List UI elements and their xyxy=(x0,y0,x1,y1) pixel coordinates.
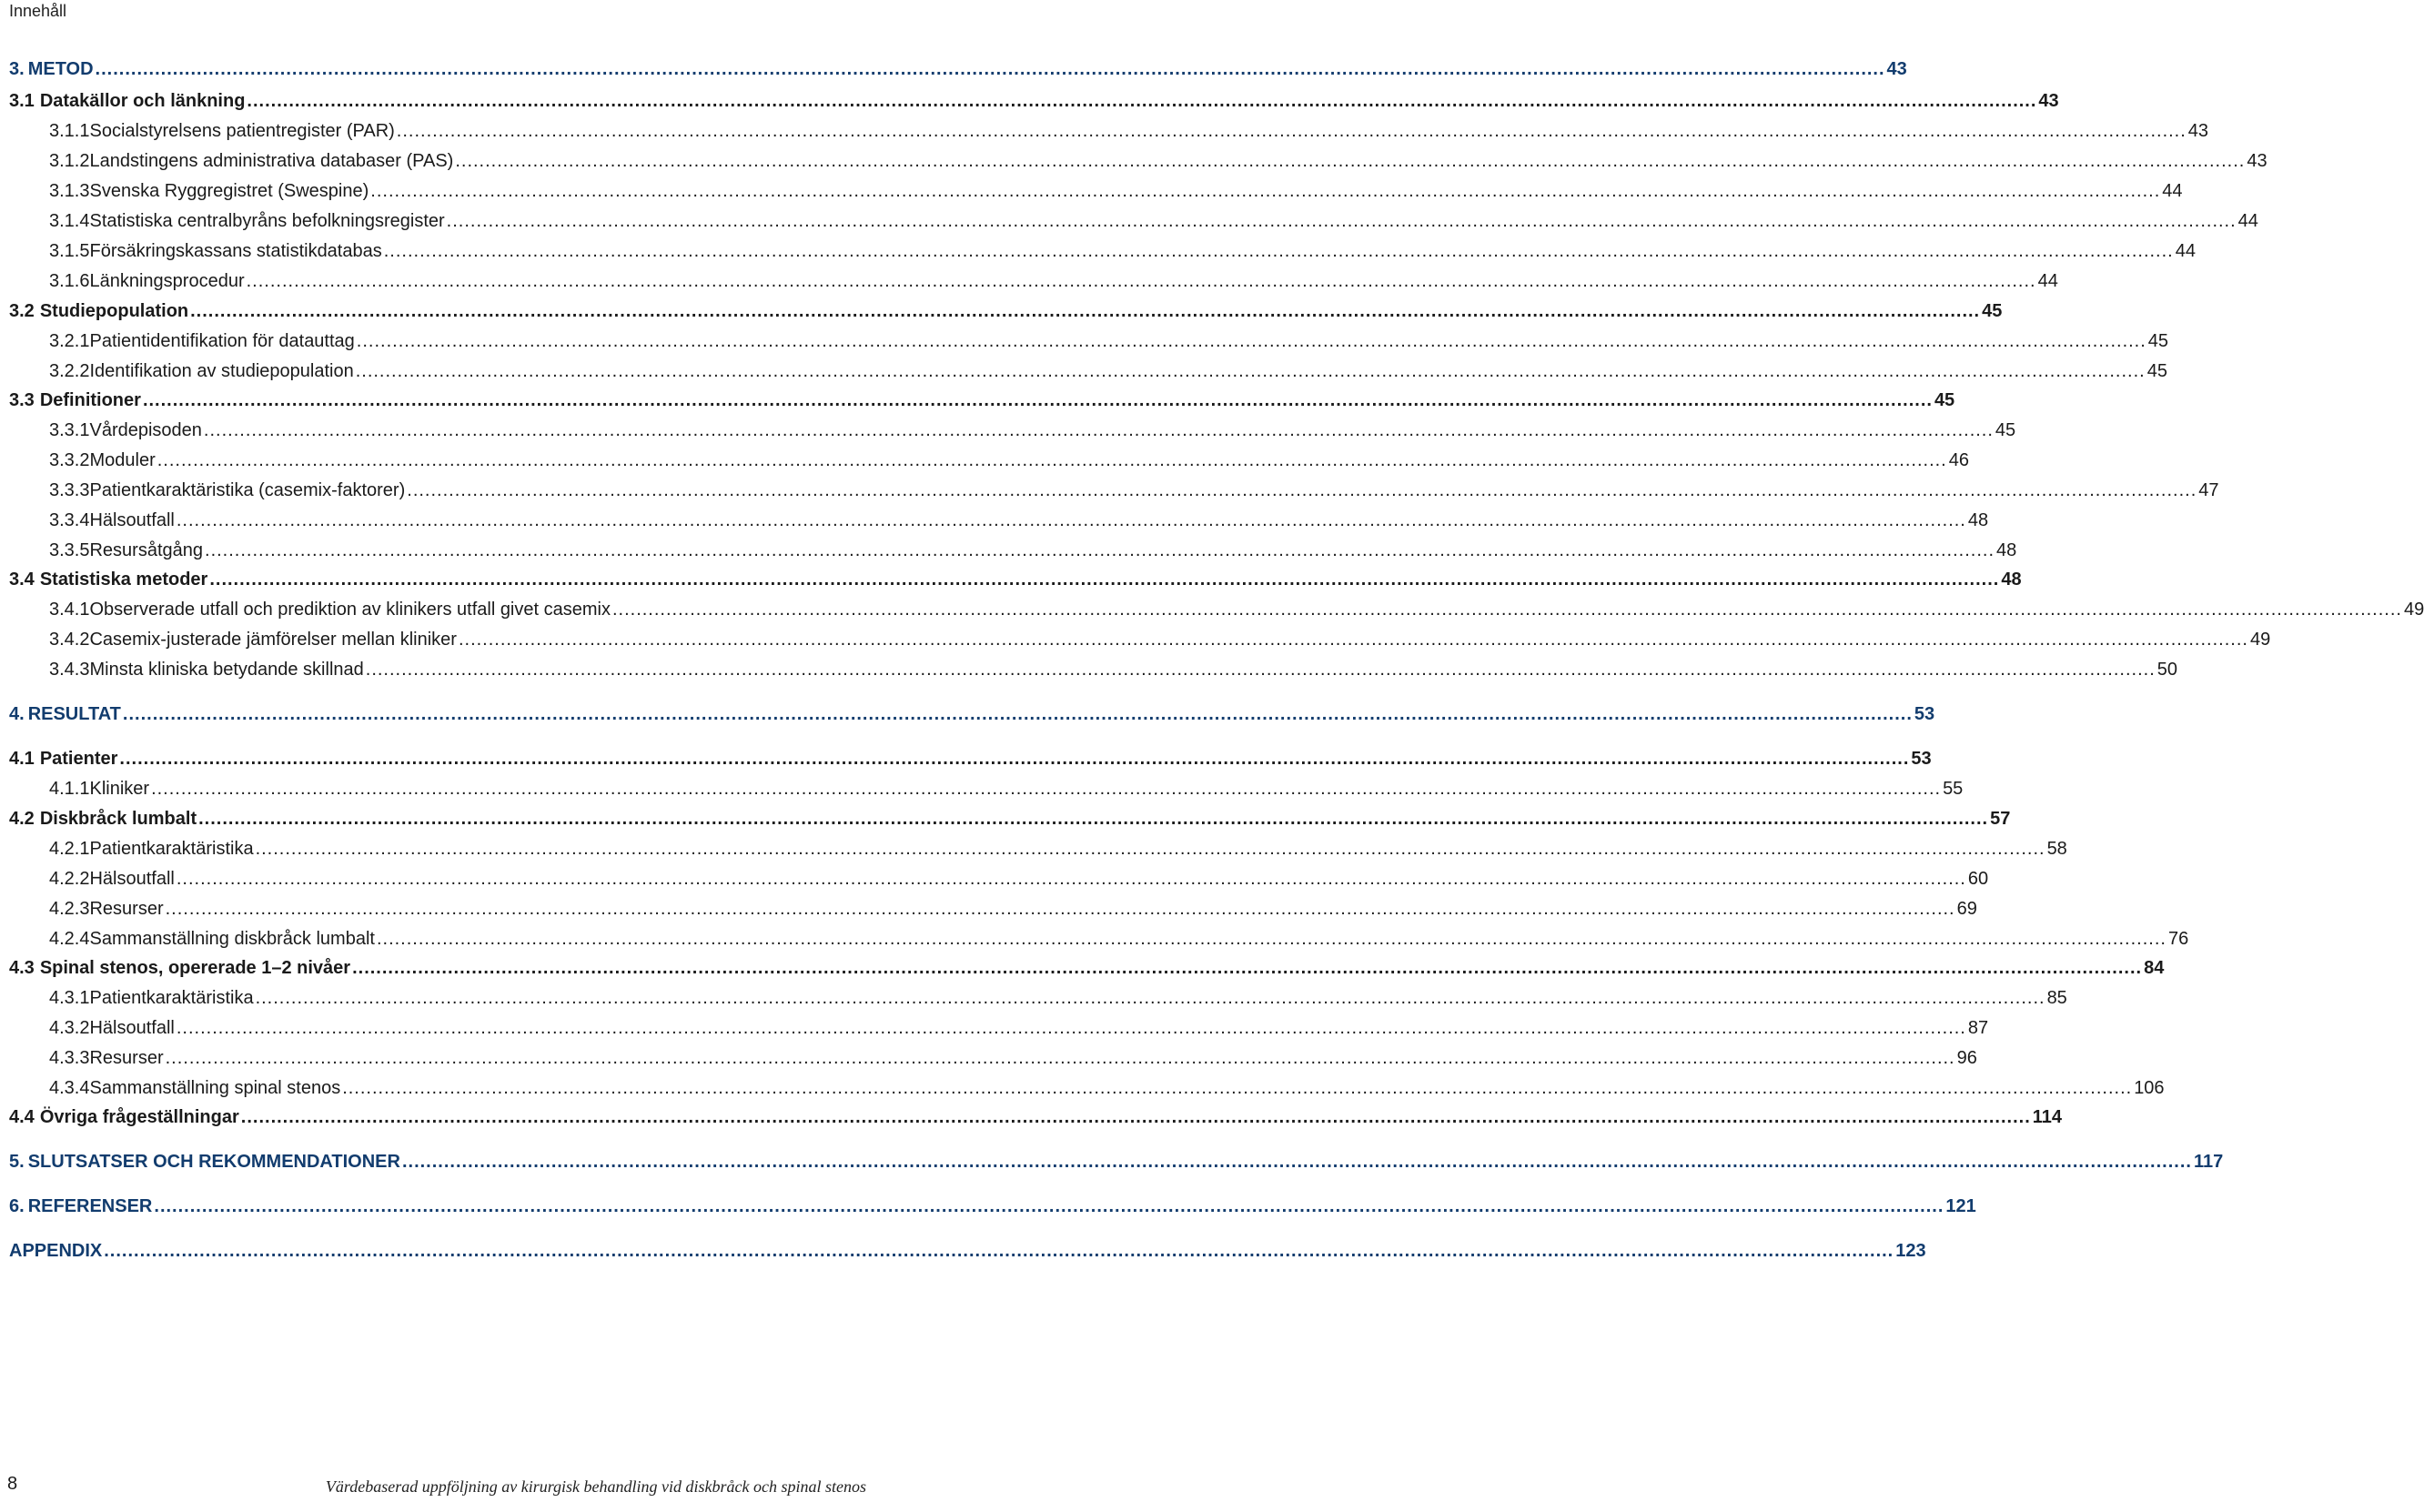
toc-entry-title: METOD xyxy=(27,59,94,79)
dot-leader: ............................................................................................................................................................................................................................................................................................................ xyxy=(355,361,2146,381)
toc-entry-number: 6. xyxy=(9,1196,25,1216)
toc-entry[interactable] xyxy=(9,1104,2063,1131)
dot-leader: ............................................................................................................................................................................................................................................................................................................ xyxy=(203,420,1994,440)
dot-leader: ............................................................................................................................................................................................................................................................................................................ xyxy=(190,301,1981,321)
toc-entry-number: 3.4.3 xyxy=(49,660,90,680)
toc-entry-number: 3.1.1 xyxy=(49,121,90,141)
toc-entry-title: Identifikation av studiepopulation xyxy=(89,361,354,381)
toc-entry-page: 69 xyxy=(1956,899,1977,919)
toc-entry-number: 3.2 xyxy=(9,301,35,321)
toc-entry-number: 4.3 xyxy=(9,958,35,978)
toc-entry-number: 4.3.4 xyxy=(49,1078,90,1098)
toc-entry-number: 5. xyxy=(9,1152,25,1172)
toc-entry-page: 49 xyxy=(2403,600,2424,620)
toc-entry-page: 44 xyxy=(2237,211,2258,231)
toc-entry-title: Försäkringskassans statistikdatabas xyxy=(89,241,382,261)
toc-entry[interactable] xyxy=(9,537,2017,564)
toc-entry[interactable] xyxy=(9,297,2003,325)
toc-entry-page: 43 xyxy=(2187,121,2209,141)
toc-entry-number: 3.3.3 xyxy=(49,480,90,500)
dot-leader: ............................................................................................................................................................................................................................................................................................................ xyxy=(352,958,2143,978)
toc-entry-title: Vårdepisoden xyxy=(89,420,202,440)
toc-entry[interactable] xyxy=(9,358,2167,385)
toc-entry-number: 3.3.5 xyxy=(49,540,90,560)
toc-entry-title: Casemix-justerade jämförelser mellan kliniker xyxy=(89,630,457,650)
toc-entry[interactable] xyxy=(9,596,2424,623)
toc-entry-number: 3.2.1 xyxy=(49,331,90,351)
toc-entry-page: 45 xyxy=(1982,301,2003,321)
toc-entry-title: Statistiska centralbyråns befolkningsregister xyxy=(89,211,445,231)
toc-entry-page: 96 xyxy=(1956,1048,1977,1068)
toc-entry-title: Länkningsprocedur xyxy=(89,271,245,291)
toc-entry-page: 43 xyxy=(2247,151,2267,171)
running-head: Innehåll xyxy=(9,2,67,20)
toc-entry-number: 4.2.4 xyxy=(49,929,90,949)
toc-entry-title: SLUTSATSER OCH REKOMMENDATIONER xyxy=(27,1152,400,1172)
toc-entry[interactable] xyxy=(9,207,2258,235)
toc-entry-title: Definitioner xyxy=(39,390,141,410)
toc-entry[interactable] xyxy=(9,1237,1926,1265)
toc-entry[interactable] xyxy=(9,626,2271,653)
toc-entry-page: 121 xyxy=(1945,1196,1976,1216)
dot-leader: ............................................................................................................................................................................................................................................................................................................ xyxy=(356,331,2146,351)
toc-entry-page: 106 xyxy=(2134,1078,2165,1098)
toc-entry-page: 48 xyxy=(2001,570,2022,590)
toc-entry-page: 45 xyxy=(2146,361,2167,381)
dot-leader: ............................................................................................................................................................................................................................................................................................................ xyxy=(104,1241,1894,1261)
dot-leader: ............................................................................................................................................................................................................................................................................................................ xyxy=(151,779,1942,799)
toc-entry-title: Kliniker xyxy=(89,779,150,799)
toc-entry-page: 53 xyxy=(1914,704,1935,724)
toc-entry[interactable] xyxy=(9,55,1907,83)
toc-entry-title: Statistiska metoder xyxy=(39,570,208,590)
dot-leader: ............................................................................................................................................................................................................................................................................................................ xyxy=(176,510,1966,530)
toc-entry-title: Svenska Ryggregistret (Swespine) xyxy=(89,181,369,201)
toc-entry-number: 3.3.2 xyxy=(49,450,90,470)
toc-entry-page: 84 xyxy=(2144,958,2165,978)
toc-entry-title: Spinal stenos, opererade 1–2 nivåer xyxy=(39,958,351,978)
toc-entry-title: Patienter xyxy=(39,749,118,769)
toc-entry-number: 4.3.3 xyxy=(49,1048,90,1068)
toc-entry-number: 3.4.1 xyxy=(49,600,90,620)
dot-leader: ............................................................................................................................................................................................................................................................................................................ xyxy=(255,839,2045,859)
toc-entry[interactable] xyxy=(9,387,1955,414)
toc-entry-number: 4. xyxy=(9,704,25,724)
dot-leader: ............................................................................................................................................................................................................................................................................................................ xyxy=(240,1107,2031,1127)
toc-entry-page: 45 xyxy=(1934,390,1955,410)
toc-entry-number: 3.1.6 xyxy=(49,271,90,291)
footer-title: Värdebaserad uppföljning av kirurgisk behandling vid diskbråck och spinal stenos xyxy=(325,1477,866,1496)
dot-leader: ............................................................................................................................................................................................................................................................................................................ xyxy=(446,211,2237,231)
toc-entry[interactable] xyxy=(9,775,1964,802)
toc-entry-number: 4.1 xyxy=(9,749,35,769)
toc-entry-page: 57 xyxy=(1990,809,2011,829)
toc-entry-number: 4.1.1 xyxy=(49,779,90,799)
toc-entry[interactable] xyxy=(9,1148,2224,1175)
toc-entry[interactable] xyxy=(9,417,2016,444)
dot-leader: ............................................................................................................................................................................................................................................................................................................ xyxy=(342,1078,2133,1098)
dot-leader: ............................................................................................................................................................................................................................................................................................................ xyxy=(198,809,1989,829)
dot-leader: ............................................................................................................................................................................................................................................................................................................ xyxy=(396,121,2187,141)
toc-entry-page: 43 xyxy=(2038,91,2059,111)
toc-entry-page: 44 xyxy=(2175,241,2196,261)
toc-entry-page: 85 xyxy=(2046,988,2067,1008)
toc-entry-page: 44 xyxy=(2037,271,2058,291)
toc-entry[interactable] xyxy=(9,805,2011,832)
toc-entry-title: Sammanställning spinal stenos xyxy=(89,1078,341,1098)
toc-entry[interactable] xyxy=(9,835,2067,862)
toc-entry-title: Minsta kliniska betydande skillnad xyxy=(89,660,364,680)
dot-leader: ............................................................................................................................................................................................................................................................................................................ xyxy=(95,59,1885,79)
toc-entry[interactable] xyxy=(9,1074,2165,1102)
dot-leader: ............................................................................................................................................................................................................................................................................................................ xyxy=(370,181,2161,201)
toc-entry-page: 48 xyxy=(1967,510,1989,530)
toc-entry-number: 3.4.2 xyxy=(49,630,90,650)
toc-entry-page: 45 xyxy=(1995,420,2016,440)
toc-entry-title: Övriga frågeställningar xyxy=(39,1107,239,1127)
toc-entry-number: 3.3.4 xyxy=(49,510,90,530)
toc-entry[interactable] xyxy=(9,267,2058,295)
toc-entry-number: 3.1.3 xyxy=(49,181,90,201)
toc-entry-number: 4.3.2 xyxy=(49,1018,90,1038)
dot-leader: ............................................................................................................................................................................................................................................................................................................ xyxy=(205,540,1995,560)
dot-leader: ............................................................................................................................................................................................................................................................................................................ xyxy=(142,390,1933,410)
dot-leader: ............................................................................................................................................................................................................................................................................................................ xyxy=(157,450,1947,470)
toc-entry[interactable] xyxy=(9,507,1989,534)
toc-entry-number: 3.1.2 xyxy=(49,151,90,171)
toc-entry-number: 3.3 xyxy=(9,390,35,410)
toc-entry-page: 60 xyxy=(1967,869,1989,889)
toc-entry-title: Moduler xyxy=(89,450,156,470)
toc-entry-page: 87 xyxy=(1967,1018,1989,1038)
toc-entry-number: 3.2.2 xyxy=(49,361,90,381)
toc-entry-title: RESULTAT xyxy=(27,704,121,724)
toc-entry-page: 44 xyxy=(2162,181,2183,201)
toc-entry-title: Resurser xyxy=(89,1048,164,1068)
dot-leader: ............................................................................................................................................................................................................................................................................................................ xyxy=(176,869,1966,889)
dot-leader: ............................................................................................................................................................................................................................................................................................................ xyxy=(365,660,2156,680)
toc-entry-page: 48 xyxy=(1996,540,2017,560)
toc-entry-number: 4.2.2 xyxy=(49,869,90,889)
toc-entry-title: Resursåtgång xyxy=(89,540,204,560)
toc-entry-page: 49 xyxy=(2249,630,2271,650)
toc-entry-page: 114 xyxy=(2032,1107,2063,1127)
toc-entry-title: Studiepopulation xyxy=(39,301,189,321)
toc-entry[interactable] xyxy=(9,87,2059,115)
toc-entry-page: 46 xyxy=(1948,450,1969,470)
dot-leader: ............................................................................................................................................................................................................................................................................................................ xyxy=(209,570,2000,590)
toc-entry-number: 4.2.3 xyxy=(49,899,90,919)
dot-leader: ............................................................................................................................................................................................................................................................................................................ xyxy=(119,749,1910,769)
dot-leader: ............................................................................................................................................................................................................................................................................................................ xyxy=(154,1196,1944,1216)
toc-entry[interactable] xyxy=(9,447,1969,474)
dot-leader: ............................................................................................................................................................................................................................................................................................................ xyxy=(376,929,2166,949)
toc-entry-number: 3.1.4 xyxy=(49,211,90,231)
dot-leader: ............................................................................................................................................................................................................................................................................................................ xyxy=(246,271,2036,291)
dot-leader: ............................................................................................................................................................................................................................................................................................................ xyxy=(255,988,2045,1008)
toc-entry[interactable] xyxy=(9,1044,1977,1072)
toc-entry-page: 53 xyxy=(1911,749,1932,769)
toc-entry-title: REFERENSER xyxy=(27,1196,153,1216)
toc-entry-number: 3.4 xyxy=(9,570,35,590)
toc-entry-title: Patientkaraktäristika xyxy=(89,839,254,859)
toc-entry-page: 43 xyxy=(1886,59,1907,79)
toc-entry[interactable] xyxy=(9,177,2183,205)
page-number: 8 xyxy=(7,1474,18,1494)
toc-entry[interactable] xyxy=(9,1193,1976,1220)
dot-leader: ............................................................................................................................................................................................................................................................................................................ xyxy=(611,600,2402,620)
toc-entry-title: APPENDIX xyxy=(9,1241,103,1261)
toc-entry-title: Observerade utfall och prediktion av klinikers utfall givet casemix xyxy=(89,600,611,620)
toc-entry-title: Patientidentifikation för datauttag xyxy=(89,331,355,351)
toc-entry[interactable] xyxy=(9,984,2067,1012)
toc-entry-number: 3. xyxy=(9,59,25,79)
toc-entry-page: 76 xyxy=(2167,929,2189,949)
toc-entry[interactable] xyxy=(9,925,2189,953)
dot-leader: ............................................................................................................................................................................................................................................................................................................ xyxy=(455,151,2246,171)
dot-leader: ............................................................................................................................................................................................................................................................................................................ xyxy=(458,630,2248,650)
toc-entry[interactable] xyxy=(9,117,2209,145)
toc-entry-title: Resurser xyxy=(89,899,164,919)
dot-leader: ............................................................................................................................................................................................................................................................................................................ xyxy=(165,899,1955,919)
dot-leader: ............................................................................................................................................................................................................................................................................................................ xyxy=(247,91,2037,111)
toc-entry-page: 117 xyxy=(2193,1152,2224,1172)
dot-leader: ............................................................................................................................................................................................................................................................................................................ xyxy=(407,480,2197,500)
toc-entry-title: Patientkaraktäristika xyxy=(89,988,254,1008)
dot-leader: ............................................................................................................................................................................................................................................................................................................ xyxy=(401,1152,2192,1172)
toc-entry-number: 4.2 xyxy=(9,809,35,829)
toc-entry-number: 3.3.1 xyxy=(49,420,90,440)
toc-entry-title: Hälsoutfall xyxy=(89,1018,175,1038)
dot-leader: ............................................................................................................................................................................................................................................................................................................ xyxy=(383,241,2174,261)
toc-entry[interactable] xyxy=(9,865,1989,892)
toc-entry-title: Hälsoutfall xyxy=(89,510,175,530)
toc-entry[interactable] xyxy=(9,147,2267,175)
dot-leader: ............................................................................................................................................................................................................................................................................................................ xyxy=(176,1018,1966,1038)
toc-entry[interactable] xyxy=(9,701,1935,728)
toc-entry-title: Patientkaraktäristika (casemix-faktorer) xyxy=(89,480,406,500)
toc-entry[interactable] xyxy=(9,954,2165,982)
dot-leader: ............................................................................................................................................................................................................................................................................................................ xyxy=(122,704,1913,724)
toc-entry-number: 4.2.1 xyxy=(49,839,90,859)
toc-entry-title: Hälsoutfall xyxy=(89,869,175,889)
toc-entry-number: 3.1 xyxy=(9,91,35,111)
toc-entry[interactable] xyxy=(9,895,1977,922)
toc-entry-page: 123 xyxy=(1895,1241,1926,1261)
toc-entry-title: Socialstyrelsens patientregister (PAR) xyxy=(89,121,395,141)
toc-entry[interactable] xyxy=(9,237,2196,265)
toc-entry-title: Datakällor och länkning xyxy=(39,91,246,111)
toc-entry-page: 55 xyxy=(1943,779,1964,799)
toc-entry-page: 45 xyxy=(2147,331,2169,351)
toc-entry[interactable] xyxy=(9,566,2022,593)
toc-entry[interactable] xyxy=(9,656,2178,683)
toc-entry[interactable] xyxy=(9,1014,1989,1042)
toc-entry-title: Diskbråck lumbalt xyxy=(39,809,197,829)
toc-entry-number: 4.3.1 xyxy=(49,988,90,1008)
toc-entry[interactable] xyxy=(9,477,2219,504)
toc-entry-title: Sammanställning diskbråck lumbalt xyxy=(89,929,375,949)
dot-leader: ............................................................................................................................................................................................................................................................................................................ xyxy=(165,1048,1955,1068)
toc-entry-page: 58 xyxy=(2046,839,2067,859)
toc-entry[interactable] xyxy=(9,745,1932,772)
toc-entry-title: Landstingens administrativa databaser (PAS) xyxy=(89,151,454,171)
toc-entry[interactable] xyxy=(9,328,2169,355)
toc-entry-number: 3.1.5 xyxy=(49,241,90,261)
toc-entry-number: 4.4 xyxy=(9,1107,35,1127)
toc-entry-page: 47 xyxy=(2198,480,2219,500)
toc-entry-page: 50 xyxy=(2156,660,2178,680)
